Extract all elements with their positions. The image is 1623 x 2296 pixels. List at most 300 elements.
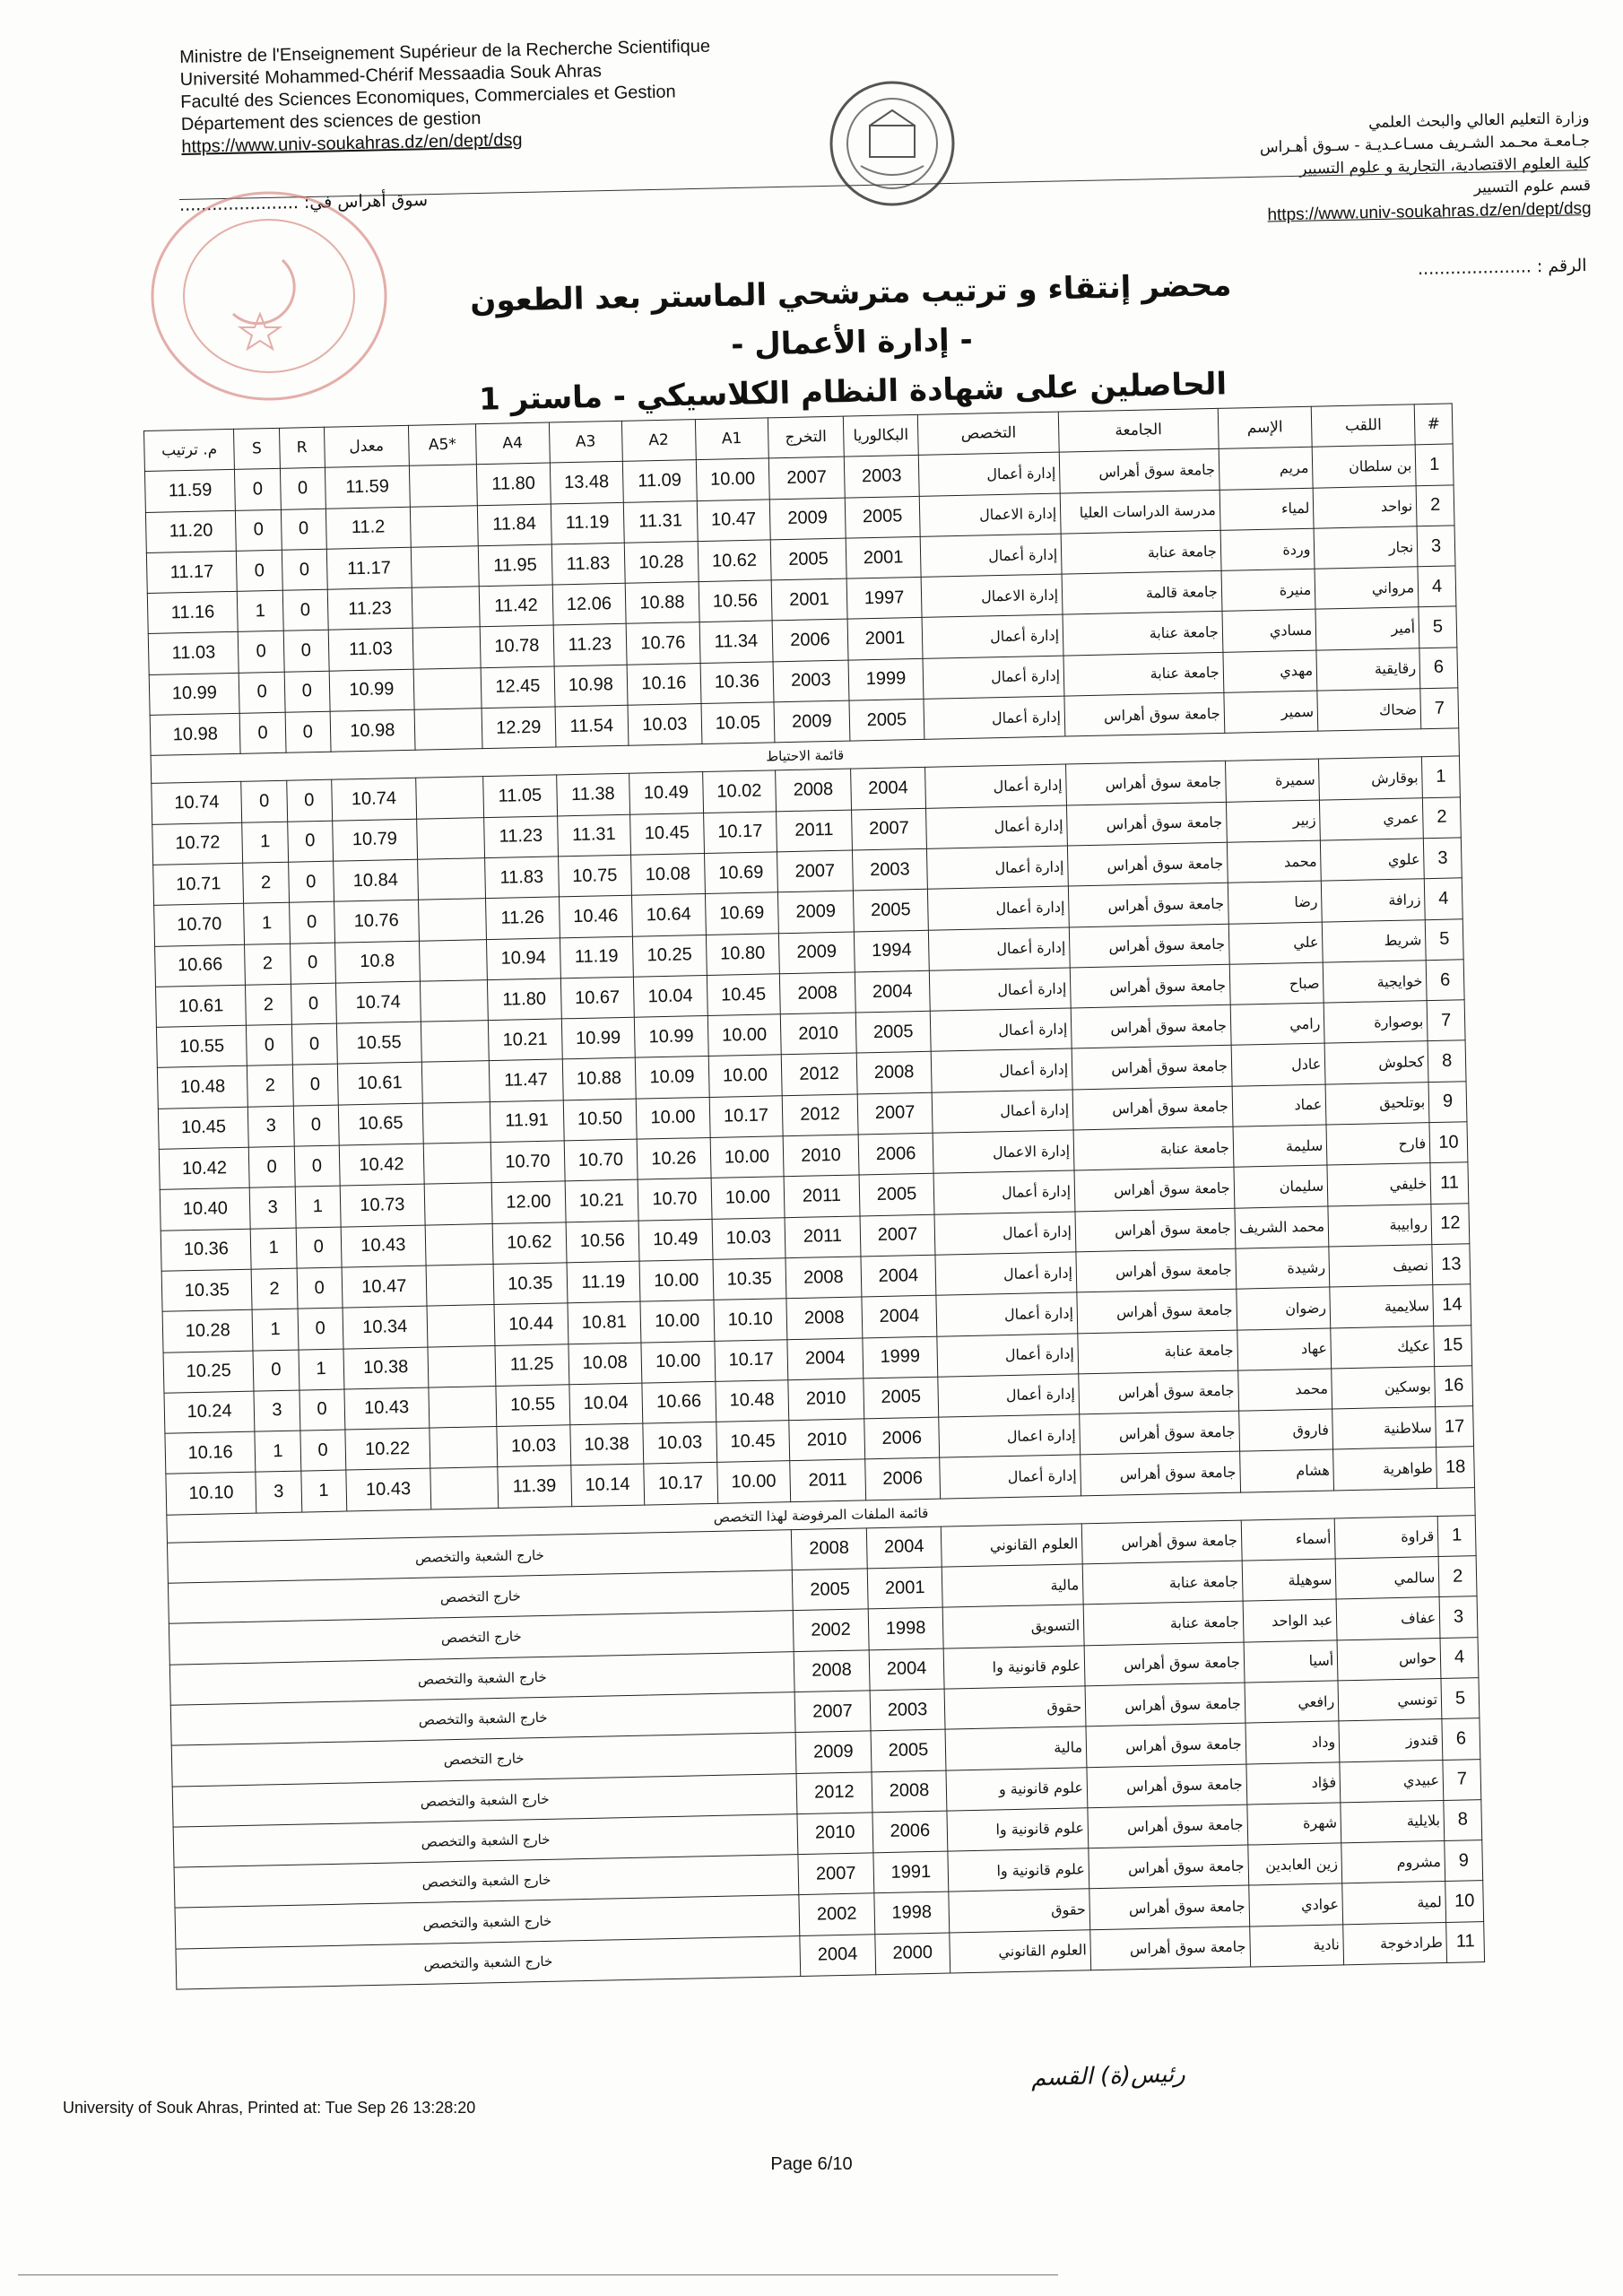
table-cell: 11	[1446, 1921, 1485, 1962]
table-cell: 10.72	[152, 822, 243, 865]
table-cell: 10.46	[559, 895, 632, 937]
table-cell: 2007	[798, 1853, 874, 1895]
table-cell: 10.78	[480, 625, 553, 667]
table-cell: 10.00	[639, 1259, 713, 1301]
table-cell: 11.54	[555, 705, 629, 747]
table-cell: 0	[293, 1105, 339, 1146]
table-cell: 10.44	[494, 1303, 568, 1345]
table-cell: عهاد	[1237, 1328, 1332, 1370]
table-cell: 2002	[799, 1893, 875, 1935]
table-cell: رافعي	[1245, 1681, 1339, 1723]
table-cell: 6	[1419, 648, 1458, 689]
table-cell: 2002	[793, 1609, 869, 1651]
table-cell: 10.04	[568, 1383, 642, 1425]
table-cell: 0	[289, 901, 334, 943]
table-cell: عكيك	[1331, 1326, 1435, 1369]
table-cell: 2011	[785, 1216, 861, 1258]
table-cell: 11.31	[623, 500, 697, 543]
table-cell: محمد	[1237, 1369, 1332, 1411]
table-cell: 0	[297, 1267, 343, 1309]
table-cell: سوهيلة	[1242, 1559, 1336, 1601]
table-cell: 10.61	[337, 1063, 422, 1105]
table-cell: روابيبة	[1328, 1204, 1432, 1247]
table-cell: عمري	[1320, 797, 1424, 840]
table-cell: 10.64	[632, 894, 706, 936]
column-header: التخصص	[918, 412, 1060, 456]
table-cell: 11.19	[551, 502, 624, 544]
table-cell: جامعة سوق أهراس	[1086, 1723, 1246, 1767]
table-cell: 11.20	[145, 510, 236, 552]
table-cell: قندوز	[1339, 1719, 1443, 1762]
print-footer: University of Souk Ahras, Printed at: Tue Sep 26 13:28:20	[63, 2099, 476, 2117]
table-cell: 10.74	[331, 778, 416, 821]
table-cell: 10.62	[698, 540, 771, 582]
table-cell	[422, 1101, 490, 1144]
column-header: *A5	[408, 424, 476, 466]
table-cell: العلوم القانوني	[942, 1524, 1083, 1568]
table-cell: 3	[250, 1187, 296, 1228]
table-cell: 8	[1428, 1040, 1466, 1082]
table-cell: 10.04	[633, 975, 707, 1017]
table-cell: 2005	[871, 1729, 947, 1771]
table-cell: 10.61	[155, 985, 246, 1027]
table-cell: 2005	[792, 1569, 868, 1611]
table-cell: 2009	[778, 932, 855, 974]
table-cell: 6	[1442, 1718, 1480, 1760]
table-cell: 15	[1434, 1325, 1472, 1366]
table-cell: إدارة أعمال	[931, 1008, 1072, 1052]
table-cell: 2006	[864, 1417, 940, 1459]
rejection-reason: خارج التخصص	[168, 1570, 793, 1624]
table-cell: 2004	[850, 768, 926, 810]
table-cell: 4	[1424, 878, 1462, 919]
table-cell: 11.31	[557, 814, 630, 857]
table-cell: 10.05	[701, 702, 775, 744]
table-cell: 10.25	[163, 1351, 254, 1393]
table-cell: 14	[1433, 1284, 1471, 1326]
rejection-reason: خارج الشعبة والتخصص	[167, 1529, 792, 1583]
table-cell: جامعة سوق أهراس	[1067, 802, 1228, 846]
table-cell: 1997	[846, 578, 923, 620]
table-cell: بوقارش	[1319, 757, 1423, 800]
table-cell: بوصوارة	[1324, 1001, 1428, 1044]
rejection-reason: خارج الشعبة والتخصص	[176, 1935, 801, 1989]
rejection-reason: خارج الشعبة والتخصص	[169, 1651, 794, 1705]
title-line-1: محضر إنتقاء و ترتيب مترشحي الماستر بعد الطعون	[469, 267, 1232, 319]
table-cell: 0	[235, 469, 281, 510]
table-cell: 11.17	[326, 547, 412, 589]
table-cell: 10.55	[496, 1385, 569, 1427]
table-cell: أسيا	[1244, 1640, 1338, 1683]
table-cell: 2007	[860, 1214, 936, 1257]
table-cell: 3	[1439, 1596, 1478, 1638]
header-ar-url[interactable]: https://www.univ-soukahras.dz/en/dept/dsg	[1267, 198, 1592, 225]
table-cell: 10.25	[632, 935, 706, 977]
table-cell: 10.55	[336, 1022, 421, 1064]
table-cell: 2007	[794, 1691, 871, 1733]
table-cell: كحلوش	[1324, 1041, 1428, 1084]
table-cell: جامعة سوق أهراس	[1068, 842, 1228, 886]
table-cell: 5	[1425, 918, 1463, 960]
table-cell: 9	[1445, 1840, 1483, 1882]
table-cell: 2004	[866, 1526, 942, 1569]
table-cell: 10.56	[699, 580, 772, 622]
table-cell: 10.00	[708, 1055, 782, 1097]
table-cell: 0	[249, 1146, 295, 1187]
column-header: A2	[621, 420, 695, 462]
table-cell: 2007	[777, 850, 854, 892]
header-fr-url[interactable]: https://www.univ-soukahras.dz/en/dept/dsg	[181, 130, 523, 157]
table-cell: 2008	[779, 972, 855, 1014]
table-cell: أمير	[1315, 607, 1419, 650]
table-cell: 0	[282, 549, 327, 590]
table-cell: إدارة أعمال	[933, 1170, 1075, 1214]
table-cell: صباح	[1229, 962, 1324, 1004]
table-cell: 10.70	[154, 904, 245, 946]
table-cell: 10.24	[164, 1391, 255, 1433]
table-cell: 2	[247, 1065, 293, 1107]
table-cell: 10.88	[625, 582, 699, 624]
table-cell: عادل	[1231, 1044, 1325, 1086]
rejection-reason: خارج التخصص	[171, 1733, 796, 1787]
table-cell: إدارة أعمال	[923, 656, 1064, 700]
table-cell: 2007	[768, 457, 845, 499]
table-cell	[421, 1021, 489, 1063]
table-cell: 0	[239, 672, 285, 713]
table-cell: 10.70	[490, 1141, 564, 1183]
table-cell: جامعة سوق أهراس	[1081, 1452, 1241, 1496]
table-cell: 10.70	[638, 1178, 711, 1221]
column-header: معدل	[324, 425, 409, 467]
table-cell: 10.17	[714, 1339, 787, 1381]
header-arabic	[1259, 108, 1592, 227]
table-cell: 10.08	[568, 1343, 641, 1385]
table-cell: 5	[1441, 1678, 1480, 1719]
table-cell: 10.35	[161, 1269, 252, 1311]
table-cell: بوسكين	[1332, 1366, 1436, 1409]
table-cell: 10.94	[486, 937, 560, 979]
table-cell: 0	[296, 1227, 342, 1268]
section-title: قائمة الملفات المرفوضة لهذا التخصص	[167, 1487, 1475, 1543]
table-cell: 10.8	[334, 941, 420, 983]
table-cell: جامعة سوق أهراس	[1076, 1248, 1237, 1292]
table-cell: إدارة الاعمال	[921, 574, 1063, 618]
table-cell: 2004	[861, 1255, 937, 1297]
table-cell: 0	[236, 509, 282, 551]
table-cell	[411, 546, 479, 588]
table-cell: 12	[1431, 1203, 1470, 1244]
table-cell: 4	[1440, 1637, 1479, 1678]
table-cell: مسادي	[1222, 610, 1316, 652]
table-cell: 11.95	[478, 544, 551, 587]
table-cell: 2	[1416, 485, 1454, 526]
table-cell: جامعة سوق أهراس	[1077, 1289, 1237, 1333]
table-cell: 2010	[789, 1419, 865, 1461]
table-cell: 12.00	[491, 1181, 565, 1223]
table-cell: 2	[246, 984, 291, 1025]
table-cell: 2003	[852, 848, 928, 891]
table-cell: إدارة أعمال	[935, 1252, 1077, 1296]
table-cell: إدارة أعمال	[932, 1090, 1073, 1134]
column-header: التخرج	[768, 416, 844, 458]
table-cell: 2008	[794, 1649, 870, 1692]
table-cell: 2008	[785, 1257, 862, 1299]
table-cell: 10.70	[564, 1139, 638, 1181]
column-header: البكالوريا	[843, 414, 919, 457]
table-cell: جامعة عنابة	[1063, 612, 1223, 656]
table-cell	[430, 1467, 499, 1509]
table-cell: 2010	[797, 1813, 873, 1855]
table-cell: 2011	[784, 1175, 860, 1217]
table-cell: 2005	[770, 538, 846, 580]
table-cell: 3	[254, 1390, 299, 1431]
table-cell: 7	[1443, 1759, 1481, 1800]
table-cell: 0	[237, 550, 282, 591]
table-cell: 10.16	[627, 663, 700, 705]
table-cell: منيرة	[1221, 569, 1315, 611]
table-cell	[410, 505, 478, 547]
table-cell: 2000	[874, 1933, 950, 1975]
table-cell: 2010	[783, 1135, 859, 1177]
table-cell: 11.16	[147, 592, 238, 634]
table-cell: 0	[240, 712, 286, 753]
table-cell: 0	[292, 1065, 338, 1106]
table-cell: طواهرية	[1333, 1448, 1437, 1491]
table-cell: 2009	[795, 1731, 872, 1773]
table-cell: محمد	[1227, 840, 1321, 883]
table-cell: حواس	[1337, 1638, 1441, 1681]
table-cell: 11.23	[327, 587, 412, 630]
table-cell: زين العابدين	[1248, 1843, 1342, 1885]
table-cell: رقايقية	[1316, 648, 1420, 691]
table-cell: 2001	[867, 1567, 943, 1609]
table-cell: 2008	[776, 769, 852, 811]
table-cell: العلوم القانوني	[950, 1929, 1091, 1973]
table-cell: 10.00	[710, 1136, 784, 1178]
table-cell: عبد الواحد	[1243, 1599, 1337, 1641]
table-cell: 10.50	[563, 1099, 637, 1141]
column-header: S	[234, 428, 280, 469]
table-cell: 2	[245, 944, 291, 985]
university-logo-icon	[825, 76, 959, 211]
table-cell: جامعة عنابة	[1073, 1126, 1234, 1170]
table-cell: جامعة سوق أهراس	[1072, 1086, 1233, 1130]
table-cell: رشيدة	[1236, 1247, 1330, 1289]
table-cell: 16	[1435, 1366, 1473, 1407]
table-cell: مدرسة الدراسات العليا	[1060, 490, 1220, 534]
table-cell: خليفي	[1327, 1163, 1431, 1206]
table-cell: 0	[247, 1024, 292, 1065]
table-cell: 11.17	[146, 551, 237, 593]
table-cell: 0	[241, 781, 287, 822]
table-cell: نجار	[1314, 526, 1418, 570]
table-cell: جامعة سوق أهراس	[1064, 692, 1225, 736]
table-cell: إدارة اعمال	[939, 1414, 1081, 1458]
table-cell: علي	[1228, 922, 1323, 964]
table-cell: 10.43	[341, 1225, 426, 1267]
table-cell	[412, 627, 481, 669]
table-cell	[419, 939, 487, 981]
table-cell: 12.45	[481, 666, 554, 709]
table-cell: 10.35	[713, 1258, 786, 1300]
table-cell: إدارة أعمال	[928, 886, 1070, 930]
table-cell: 2	[243, 862, 289, 903]
table-cell: 11.25	[495, 1344, 568, 1386]
table-cell: 10.17	[644, 1463, 717, 1505]
table-cell: 2	[252, 1268, 298, 1309]
table-cell: 2001	[846, 536, 922, 578]
table-cell: 10.79	[332, 819, 417, 861]
table-cell: 10.71	[153, 863, 244, 905]
table-cell: 1	[251, 1228, 297, 1269]
document-titles	[447, 261, 1256, 426]
table-cell: 1	[299, 1349, 344, 1390]
table-cell: 10.02	[702, 770, 776, 813]
table-cell: 11.84	[477, 504, 551, 546]
table-cell: 10.98	[330, 709, 415, 752]
table-cell: 2012	[796, 1771, 872, 1813]
table-cell: 10.49	[629, 772, 703, 814]
header-ar-line: كلية العلوم الاقتصادية، التجارية و علوم التسيير	[1298, 153, 1591, 178]
table-cell: 2007	[857, 1092, 933, 1135]
title-line-3: الحاصلين على شهادة النظام الكلاسيكي - ماستر 1	[478, 366, 1228, 418]
table-cell: 11.2	[325, 507, 411, 549]
table-cell: 1	[295, 1186, 341, 1227]
table-cell	[414, 709, 482, 751]
table-cell: 10.98	[554, 665, 628, 707]
table-cell: 3	[1417, 526, 1455, 567]
table-cell: 11.42	[479, 585, 552, 627]
table-cell: 10.36	[700, 662, 774, 704]
signature: رئيس(ة) القسم	[1030, 2060, 1186, 2092]
table-cell: جامعة عنابة	[1083, 1601, 1244, 1645]
table-cell: 0	[299, 1389, 345, 1431]
table-body	[144, 444, 1484, 1989]
table-cell: 0	[284, 671, 330, 712]
table-cell: 0	[299, 1430, 345, 1471]
table-cell: 1991	[873, 1851, 950, 1893]
table-cell: 10.81	[568, 1301, 641, 1344]
table-cell: 1	[255, 1431, 300, 1472]
table-cell: 0	[239, 631, 284, 673]
page-number: Page 6/10	[770, 2154, 853, 2174]
table-cell: 1	[1415, 444, 1454, 485]
table-cell: 10.75	[558, 855, 631, 897]
table-cell: جامعة سوق أهراس	[1072, 1046, 1232, 1090]
table-cell: جامعة سوق أهراس	[1068, 883, 1228, 927]
table-cell: عفاف	[1336, 1597, 1440, 1640]
table-cell: 10.66	[642, 1381, 716, 1423]
table-cell: جامعة سوق أهراس	[1089, 1885, 1250, 1929]
table-cell: 10.80	[706, 933, 779, 975]
table-cell: مالية	[945, 1726, 1087, 1770]
ranking-table-wrapper	[143, 403, 1485, 1989]
table-cell: 11.59	[144, 470, 235, 512]
table-cell: 2	[1438, 1556, 1477, 1597]
table-cell: 2009	[769, 498, 846, 540]
table-cell: 10.09	[635, 1057, 708, 1099]
table-cell: 3	[1424, 838, 1462, 879]
table-cell: 2008	[786, 1297, 863, 1339]
table-cell: شهرة	[1247, 1803, 1341, 1845]
table-cell: 10.99	[634, 1016, 707, 1058]
table-cell: 10.17	[709, 1095, 783, 1137]
table-cell: رضا	[1228, 881, 1322, 923]
table-cell: خوايجية	[1323, 961, 1427, 1004]
table-cell: 10.48	[715, 1380, 788, 1422]
table-cell: جامعة سوق أهراس	[1059, 449, 1219, 493]
table-cell: 10.03	[712, 1217, 785, 1259]
table-cell	[412, 587, 480, 629]
table-cell: محمد الشريف	[1235, 1206, 1329, 1248]
table-cell: 2001	[847, 618, 924, 660]
table-cell: 0	[282, 589, 328, 631]
table-cell: إدارة أعمال	[926, 805, 1068, 849]
table-cell: 2005	[849, 699, 925, 741]
ranking-table	[143, 403, 1485, 1989]
table-cell: 11.83	[485, 857, 559, 899]
table-cell: 11.09	[622, 460, 696, 502]
table-cell: 10.45	[158, 1107, 248, 1149]
table-cell: 2005	[845, 496, 921, 538]
header-fr-line: Département des sciences de gestion	[180, 108, 482, 135]
table-cell: 0	[291, 1023, 337, 1065]
table-cell: 10.74	[335, 981, 421, 1023]
table-cell: 2006	[864, 1458, 941, 1500]
table-cell: 2006	[872, 1811, 949, 1853]
table-cell	[418, 899, 486, 941]
header-ar-line: قسم علوم التسيير	[1473, 176, 1592, 197]
table-cell: 10.62	[492, 1222, 566, 1264]
table-cell: 2011	[790, 1459, 866, 1501]
table-cell: 10.47	[342, 1265, 427, 1308]
table-cell: 10.74	[152, 782, 242, 824]
column-header: الإسم	[1218, 406, 1312, 448]
table-cell: مهدي	[1223, 650, 1317, 692]
table-cell: مشروم	[1341, 1841, 1445, 1884]
table-cell: 4	[1418, 566, 1456, 607]
table-cell: رامي	[1230, 1003, 1324, 1045]
table-cell: 12.29	[482, 707, 555, 749]
table-cell: 11.59	[325, 466, 410, 509]
table-cell: جامعة سوق أهراس	[1085, 1683, 1245, 1726]
table-cell: 1999	[848, 658, 924, 700]
table-cell: إدارة أعمال	[924, 696, 1065, 740]
table-cell: 13	[1432, 1244, 1471, 1285]
header-ar-line: وزارة التعليم العالي والبحث العلمي	[1367, 109, 1590, 133]
table-cell: إدارة الاعمال	[920, 493, 1062, 537]
table-cell: 0	[298, 1308, 343, 1349]
table-cell: 10.00	[696, 458, 769, 500]
table-cell: 9	[1428, 1082, 1467, 1123]
table-cell: 10.45	[630, 813, 704, 855]
table-cell: 10.47	[697, 499, 770, 541]
table-cell: إدارة أعمال	[934, 1212, 1076, 1256]
table-cell: 8	[1444, 1799, 1482, 1840]
table-cell: 3	[256, 1472, 301, 1513]
table-cell: 10.88	[562, 1058, 636, 1100]
table-cell: فؤاد	[1246, 1761, 1341, 1804]
table-cell: 1	[300, 1470, 346, 1511]
table-cell	[421, 1061, 490, 1103]
table-cell: سليمان	[1234, 1165, 1328, 1207]
column-header: A4	[475, 422, 549, 465]
table-cell: 10.16	[165, 1431, 256, 1474]
table-cell: 10.98	[150, 713, 240, 755]
table-cell: جامعة سوق أهراس	[1074, 1168, 1235, 1212]
reference-number-line: الرقم : .....................	[1418, 256, 1588, 279]
rejection-reason: خارج الشعبة والتخصص	[170, 1692, 795, 1746]
